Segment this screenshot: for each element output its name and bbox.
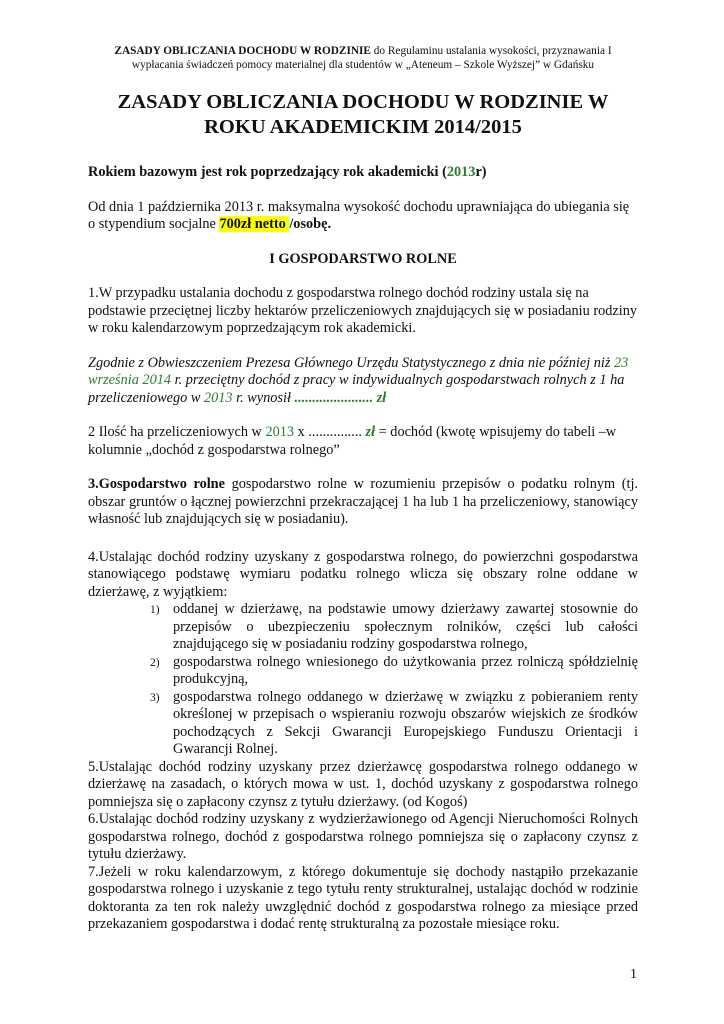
header-line2: wypłacania świadczeń pomocy materialnej dla studentów w „Ateneum – Szkole Wyższej” w Gdańsku [131,59,595,71]
gus-notice-paragraph [88,355,638,408]
income-limit-suffix: /osobę. [289,216,332,232]
base-year-close: r) [475,164,487,180]
notice-text-1: Zgodnie z Obwieszczeniem Prezesa Głównego Urzędu Statystycznego z dnia nie później niż [88,354,615,371]
page-number: 1 [630,967,637,982]
paragraph-2 [88,424,638,459]
list-item-number: 1) [150,604,160,616]
section-heading: I GOSPODARSTWO ROLNE [269,250,457,267]
document-header [88,44,638,72]
base-year-paragraph [88,164,638,182]
base-year-text: Rokiem bazowym jest rok poprzedzający rok akademicki ( [88,164,447,180]
list-item-number: 3) [150,691,160,704]
title-line1: ZASADY OBLICZANIA DOCHODU W RODZINIE W [117,91,609,113]
para2-text-1: 2 Ilość ha przeliczeniowych w [88,424,266,440]
paragraph-1: 1.W przypadku ustalania dochodu z gospodarstwa rolnego dochód rodziny ustala się na podstawie przeciętnej liczby hektarów przeliczeniowych znajdujących się w posiadaniu rodziny w roku kalendarzowym poprzedzającym rok akademicki. [88,285,638,336]
para4-intro: 4.Ustalając dochód rodziny uzyskany z gospodarstwa rolnego, do powierzchni gospodarstwa stanowiącego podstawę wymiaru podatku rolnego wlicza się obszary rolne oddane w dzierżawę, z wyjątkiem: [88,548,638,600]
para2-text-3: = dochód (kwotę wpisujemy do tabeli –w kolumnie „dochód z gospodarstwa rolnego” [88,424,617,458]
list-item-number: 2) [150,656,160,669]
income-limit-amount: 700zł netto [219,216,290,232]
document-page [88,44,638,934]
para3-heading: 3.Gospodarstwo rolne [88,476,225,492]
list-item [88,601,638,654]
notice-date: 23 września 2014 [88,354,629,388]
header-line1-rest: do Regulaminu ustalania wysokości, przyznawania I [370,45,612,57]
paragraph-4 [88,549,638,759]
para2-text-2: x ............... [294,424,366,440]
income-limit-paragraph [88,199,638,234]
title-line2: ROKU AKADEMICKIM 2014/2015 [204,116,522,138]
notice-text-2: r. przeciętny dochód z pracy w indywidualnych gospodarstwach rolnych z 1 ha przeliczeniowego w [88,372,625,406]
notice-amount-blank: ...................... zł [294,389,387,406]
paragraph-3 [88,476,638,529]
page-title [88,90,638,140]
list-item-text: gospodarstwa rolnego wniesionego do użytkowania przez rolniczą spółdzielnię produkcyjną, [173,653,638,687]
para2-currency: zł [365,424,376,440]
list-item-text: gospodarstwa rolnego oddanego w dzierżawę w związku z pobieraniem renty określonej w przepisach o wspieraniu rozwoju obszarów wiejskich ze środków pochodzących z Sekcji Gwarancji Europejskiego Funduszu Orientacji i Gwarancji Rolnej. [173,688,638,757]
paragraph-5: 5.Ustalając dochód rodziny uzyskany przez dzierżawcę gospodarstwa rolnego oddanego w dzierżawę na zasadach, o których mowa w ust. 1, dochód uzyskany z gospodarstwa rolnego pomniejsza się o zapłacony czynsz z tytułu dzierżawy. (od Kogoś) [88,758,638,810]
income-limit-text: Od dnia 1 października 2013 r. maksymalna wysokość dochodu uprawniająca do ubiegania się o stypendium socjalne [88,198,630,232]
list-item-text: oddanej w dzierżawę, na podstawie umowy dzierżawy zawartej stosownie do przepisów o ubezpieczeniu społecznym rolników, części lub całości znajdującego się w posiadaniu rodziny gospodarstwa rolnego, [173,601,638,652]
para2-year: 2013 [265,424,295,440]
paragraph-6: 6.Ustalając dochód rodziny uzyskany z wydzierżawionego od Agencji Nieruchomości Rolnych gospodarstwa rolnego, dochód z gospodarstwa rolnego pomniejsza się o zapłacony czynsz z tytułu dzierżawy. [88,811,638,862]
base-year-value: 2013 [446,164,476,180]
exceptions-list [88,601,638,759]
notice-text-3: r. wynosił [232,389,295,406]
notice-year: 2013 [203,389,233,406]
list-item [88,689,638,759]
list-item [88,654,638,689]
para3-text: gospodarstwo rolne w rozumieniu przepisów o podatku rolnym (tj. obszar gruntów o łącznej powierzchni przekraczającej 1 ha lub 1 ha przeliczeniowy, stanowiący własność lub znajdujących się w posiadaniu). [88,476,638,527]
header-title: ZASADY OBLICZANIA DOCHODU W RODZINIE [114,45,371,57]
paragraph-7: 7.Jeżeli w roku kalendarzowym, z którego dokumentuje się dochody nastąpiło przekazanie gospodarstwa rolnego i uzyskanie z tego tytułu renty strukturalnej, ustalając dochód w rodzinie doktoranta za ten rok należy uwzględnić dochód z gospodarstwa rolnego za miesiące przed przekazaniem gospodarstwa i dodać rentę strukturalną za pozostałe miesiące roku. [88,863,638,932]
